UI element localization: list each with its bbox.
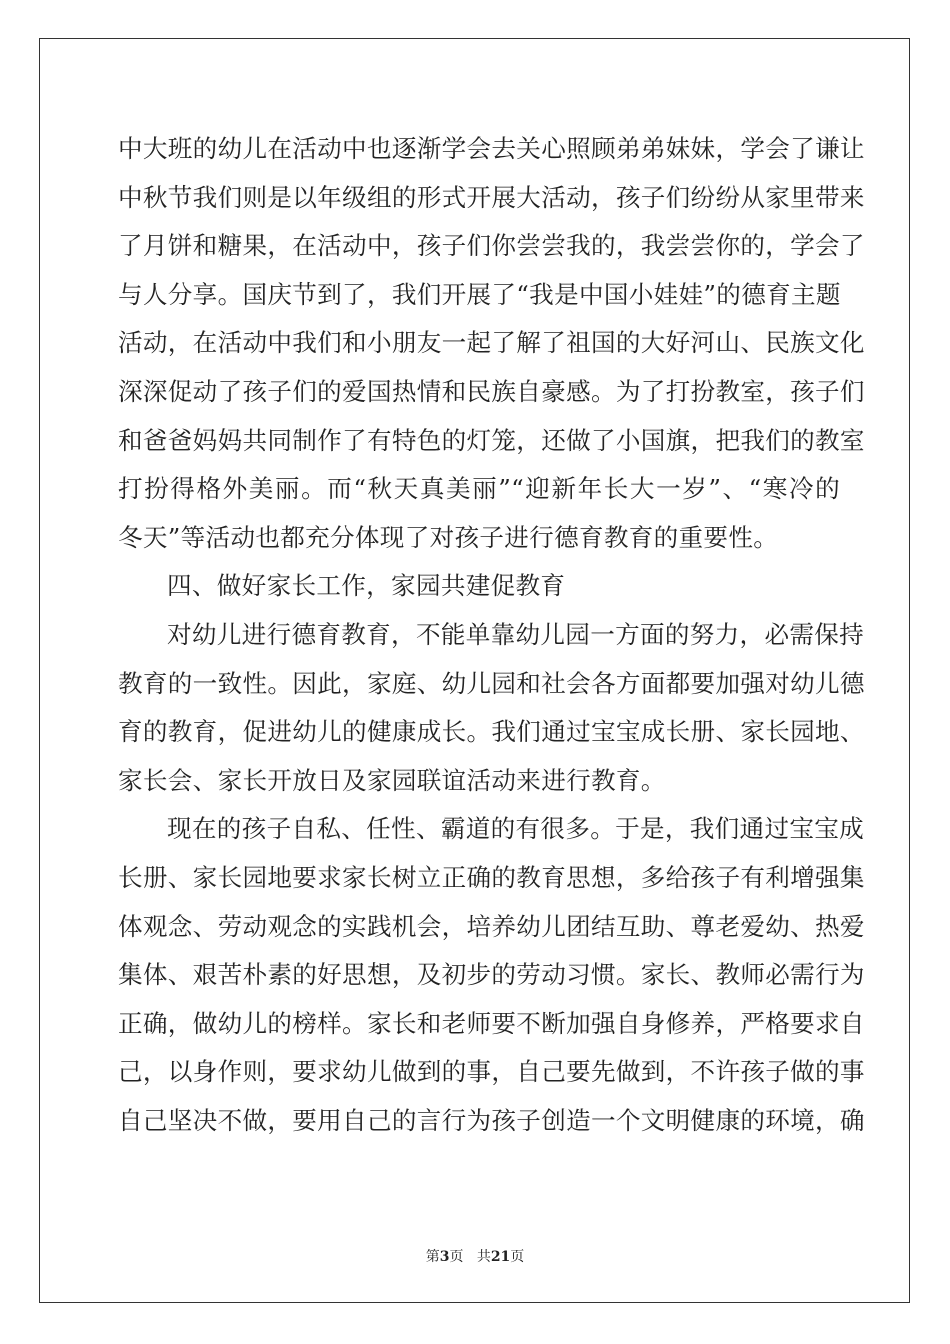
text-line: 冬天”等活动也都充分体现了对孩子进行德育教育的重要性。 — [118, 522, 779, 552]
text-line: 己，以身作则，要求幼儿做到的事，自己要先做到，不许孩子做的事 — [118, 1057, 865, 1087]
text-line: 中大班的幼儿在活动中也逐渐学会去关心照顾弟弟妹妹，学会了谦让 — [118, 134, 865, 163]
page-number: 3 — [439, 1249, 450, 1265]
text-line: 打扮得格外美丽。而“秋天真美丽”“迎新年长大一岁”、“寒冷的 — [118, 474, 840, 504]
page-prefix: 第 — [425, 1249, 440, 1265]
text-line: 现在的孩子自私、任性、霸道的有很多。于是，我们通过宝宝成 — [167, 814, 865, 844]
text-line: 四、做好家长工作，家园共建促教育 — [167, 571, 566, 601]
page-suffix: 页 — [449, 1249, 464, 1265]
total-pages: 21 — [490, 1249, 511, 1265]
document-body — [118, 125, 865, 1145]
page-footer — [0, 1246, 950, 1266]
text-line: 深深促动了孩子们的爱国热情和民族自豪感。为了打扮教室，孩子们 — [118, 376, 865, 406]
total-prefix: 共 — [476, 1249, 491, 1265]
text-line: 了月饼和糖果，在活动中，孩子们你尝尝我的，我尝尝你的，学会了 — [118, 231, 865, 261]
total-suffix: 页 — [510, 1249, 525, 1265]
text-line: 活动，在活动中我们和小朋友一起了解了祖国的大好河山、民族文化 — [118, 328, 865, 358]
text-line: 自己坚决不做，要用自己的言行为孩子创造一个文明健康的环境，确 — [118, 1105, 865, 1135]
text-line: 中秋节我们则是以年级组的形式开展大活动，孩子们纷纷从家里带来 — [118, 182, 865, 212]
text-line: 正确，做幼儿的榜样。家长和老师要不断加强自身修养，严格要求自 — [118, 1008, 865, 1038]
text-line: 与人分享。国庆节到了，我们开展了“我是中国小娃娃”的德育主题 — [118, 279, 841, 309]
text-line: 长册、家长园地要求家长树立正确的教育思想，多给孩子有利增强集 — [118, 862, 865, 892]
text-line: 家长会、家长开放日及家园联谊活动来进行教育。 — [118, 765, 666, 795]
text-line: 育的教育，促进幼儿的健康成长。我们通过宝宝成长册、家长园地、 — [118, 717, 865, 747]
text-line: 体观念、劳动观念的实践机会，培养幼儿团结互助、尊老爱幼、热爱 — [118, 911, 865, 941]
text-line: 教育的一致性。因此，家庭、幼儿园和社会各方面都要加强对幼儿德 — [118, 668, 865, 698]
text-line: 和爸爸妈妈共同制作了有特色的灯笼，还做了小国旗，把我们的教室 — [118, 425, 865, 455]
text-line: 对幼儿进行德育教育，不能单靠幼儿园一方面的努力，必需保持 — [167, 619, 865, 649]
text-line: 集体、艰苦朴素的好思想，及初步的劳动习惯。家长、教师必需行为 — [118, 960, 865, 990]
